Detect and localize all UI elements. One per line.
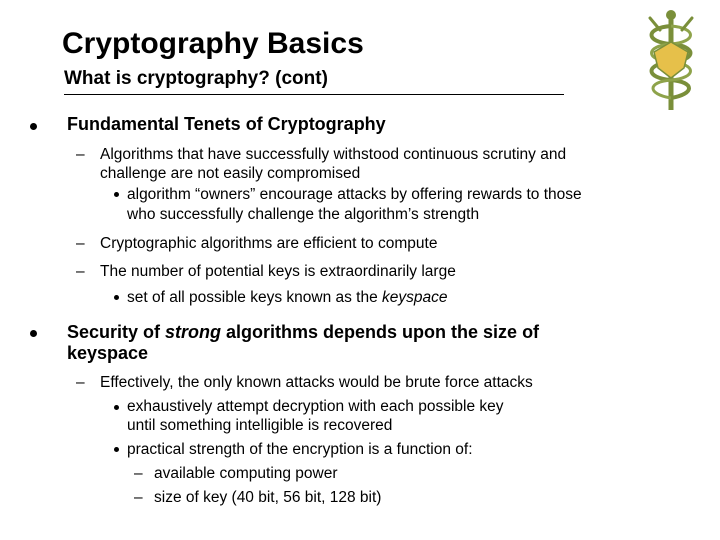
- keyspace-emphasis: keyspace: [382, 289, 448, 306]
- item-dash: –: [76, 263, 85, 280]
- sub-bullet: [114, 295, 119, 300]
- item-text: Cryptographic algorithms are efficient to compute: [100, 235, 438, 252]
- sub-item-line: exhaustively attempt decryption with each possible key: [127, 398, 504, 415]
- item-text-line: challenge are not easily compromised: [100, 165, 361, 182]
- item-dash: –: [76, 374, 85, 391]
- item-text: Effectively, the only known attacks would be brute force attacks: [100, 374, 533, 391]
- sub-item-line: until something intelligible is recovered: [127, 417, 393, 434]
- subsub-dash: –: [134, 489, 143, 506]
- slide-title: Cryptography Basics: [62, 27, 364, 60]
- sub-item-line: who successfully challenge the algorithm’s strength: [127, 206, 480, 223]
- item-text: The number of potential keys is extraordinarily large: [100, 263, 456, 280]
- section-heading: [67, 322, 627, 343]
- heading-text: algorithms depends upon the size of: [221, 322, 540, 342]
- heading-text: Security of: [67, 322, 166, 342]
- strong-emphasis: strong: [165, 322, 222, 342]
- item-dash: –: [76, 146, 85, 163]
- section-heading-line2: keyspace: [67, 343, 149, 363]
- section-bullet: [30, 123, 37, 130]
- section-heading: Fundamental Tenets of Cryptography: [67, 114, 386, 134]
- sub-item: [127, 288, 667, 307]
- item-dash: –: [76, 235, 85, 252]
- sub-bullet: [114, 405, 119, 410]
- sub-item-text: set of all possible keys known as the: [127, 289, 383, 306]
- title-underline: [64, 94, 564, 95]
- sub-item-line: algorithm “owners” encourage attacks by offering rewards to those: [127, 186, 582, 203]
- item-text-line: Algorithms that have successfully withstood continuous scrutiny and: [100, 146, 567, 163]
- section-bullet: [30, 330, 37, 337]
- subsub-item-text: size of key (40 bit, 56 bit, 128 bit): [154, 489, 382, 506]
- caduceus-logo-icon: [640, 8, 702, 113]
- slide-subtitle: What is cryptography? (cont): [64, 68, 328, 89]
- subsub-dash: –: [134, 465, 143, 482]
- sub-item-text: practical strength of the encryption is a function of:: [127, 441, 473, 458]
- sub-bullet: [114, 447, 119, 452]
- sub-bullet: [114, 192, 119, 197]
- subsub-item-text: available computing power: [154, 465, 338, 482]
